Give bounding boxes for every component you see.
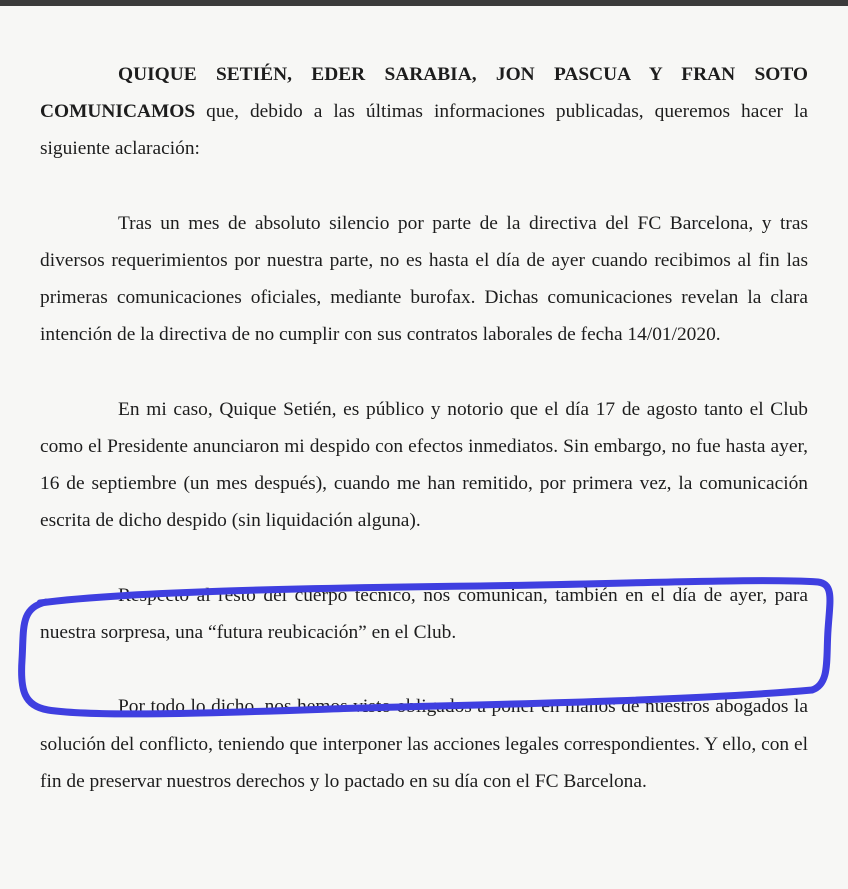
paragraph-dismissal: En mi caso, Quique Setién, es público y notorio que el día 17 de agosto tanto el Club como el Presidente anunciaron mi despido con efectos inmediatos. Sin embargo, no fue hasta ayer, 16 de septiembre (un mes después), cuando me han remitido, por primera vez, la comunicación escrita de dicho despido (sin liquidación alguna).: [40, 398, 808, 532]
paragraph-legal-action: Por todo lo dicho, nos hemos visto obligados a poner en manos de nuestros abogados la solución del conflicto, teniendo que interponer las acciones legales correspondientes. Y ello, con el fin de preservar nuestros derechos y lo pactado en su día con el FC Barcelona.: [40, 696, 808, 792]
intro-verb: COMUNICAMOS: [40, 101, 196, 123]
intro-paragraph: [40, 56, 808, 168]
top-border-bar: [0, 0, 848, 6]
intro-names: QUIQUE SETIÉN, EDER SARABIA, JON PASCUA Y FRAN SOTO: [118, 64, 808, 85]
statement-document: [40, 56, 808, 800]
paragraph-silence: Tras un mes de absoluto silencio por parte de la directiva del FC Barcelona, y tras diversos requerimientos por nuestra parte, no es hasta el día de ayer cuando recibimos al fin las primeras comunicaciones oficiales, mediante burofax. Dichas comunicaciones revelan la clara intención de la directiva de no cumplir con sus contratos laborales de fecha 14/01/2020.: [40, 212, 808, 346]
intro-rest: que, debido a las últimas informaciones publicadas, queremos hacer la siguiente aclaración:: [40, 101, 808, 160]
paragraph-reassignment: Respecto al resto del cuerpo técnico, nos comunican, también en el día de ayer, para nuestra sorpresa, una “futura reubicación” en el Club.: [40, 584, 808, 643]
